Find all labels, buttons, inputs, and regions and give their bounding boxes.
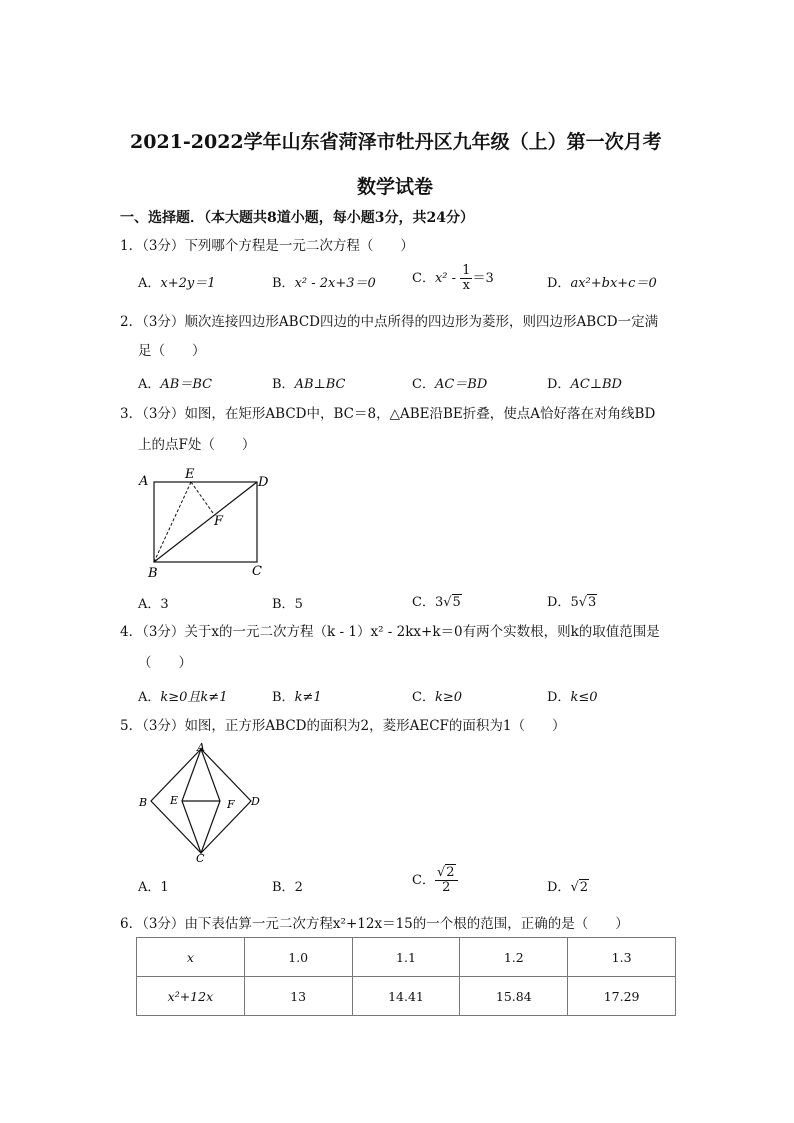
table-cell: 1.2 [460, 938, 568, 977]
fraction: $\frac{√2}{2}$ [435, 866, 458, 895]
question-4-stem-cont: （ ） [138, 655, 192, 671]
table-row [137, 977, 676, 1016]
radical: √2 [436, 865, 455, 880]
question-2-option-a[interactable]: A．AB＝BC [138, 377, 213, 392]
question-5-figure [132, 740, 272, 865]
table-row [137, 938, 676, 977]
label-f: F [227, 798, 235, 811]
table-cell: 1.0 [244, 938, 352, 977]
question-3-figure [130, 462, 280, 582]
table-cell: 14.41 [352, 977, 460, 1016]
radical: √2 [570, 880, 589, 895]
table-cell: 1.1 [352, 938, 460, 977]
question-5-option-d[interactable]: D．√2 [547, 880, 589, 895]
fold-line-be [154, 482, 191, 562]
label-d: D [251, 795, 260, 808]
label-a: A [197, 741, 205, 754]
radical: √5 [443, 595, 461, 610]
question-4-option-b[interactable]: B．k≠1 [272, 690, 322, 705]
question-3-stem-cont: 上的点F处（ ） [138, 437, 256, 453]
table-cell: 13 [244, 977, 352, 1016]
question-2-stem-cont: 足（ ） [138, 343, 206, 359]
segment-ef [191, 482, 213, 513]
value-table [136, 937, 676, 1016]
table-cell: x²+12x [137, 977, 245, 1016]
question-3-option-d[interactable]: D．5√3 [547, 595, 597, 610]
label-e: E [185, 467, 195, 482]
radical: √3 [578, 595, 597, 610]
question-2-option-b[interactable]: B．AB⊥BC [272, 377, 346, 392]
table-cell: x [137, 938, 245, 977]
label-e: E [170, 794, 179, 807]
question-3-stem: 3．（3分）如图，在矩形ABCD中，BC＝8，△ABE沿BE折叠，使点A恰好落在对角线BD [120, 406, 656, 422]
label-c: C [196, 852, 205, 865]
question-4-stem: 4．（3分）关于x的一元二次方程（k - 1）x² - 2kx+k＝0有两个实数根，则k的取值范围是 [120, 624, 660, 640]
question-5-option-a[interactable]: A．1 [138, 880, 169, 895]
question-2-option-c[interactable]: C．AC＝BD [412, 377, 488, 392]
question-6-stem: 6．（3分）由下表估算一元二次方程x²+12x＝15的一个根的范围，正确的是（ ） [120, 916, 629, 932]
diagonal-bd [154, 482, 257, 562]
label-d: D [258, 475, 269, 490]
label-c: C [252, 564, 262, 579]
table-cell: 1.3 [568, 938, 676, 977]
page-subtitle: 数学试卷 [357, 176, 434, 198]
label-f: F [214, 514, 224, 529]
label-a: A [139, 474, 149, 489]
label-b: B [148, 566, 158, 581]
fraction: $\frac{1}{x}$ [462, 263, 471, 293]
question-1-stem: 1．（3分）下列哪个方程是一元二次方程（ ） [120, 238, 414, 254]
question-2-stem: 2．（3分）顺次连接四边形ABCD四边的中点所得的四边形为菱形，则四边形ABCD一定满 [120, 314, 659, 330]
table-cell: 17.29 [568, 977, 676, 1016]
question-4-option-d[interactable]: D．k≤0 [547, 690, 598, 705]
question-4-option-c[interactable]: C．k≥0 [412, 690, 462, 705]
question-3-option-b[interactable]: B．5 [272, 597, 303, 612]
question-3-option-a[interactable]: A．3 [138, 597, 169, 612]
question-5-option-c[interactable]: C． $\frac{√2}{2}$ [412, 866, 458, 895]
question-5-option-b[interactable]: B．2 [272, 880, 303, 895]
page-title: 2021-2022学年山东省菏泽市牡丹区九年级（上）第一次月考 [130, 131, 662, 153]
label-b: B [139, 796, 148, 809]
question-1-option-b[interactable]: B．x² - 2x+3＝0 [272, 276, 376, 291]
question-3-option-c[interactable]: C．3√5 [412, 595, 461, 610]
question-1-option-c[interactable]: C．x² - $\frac{1}{x}$ ＝3 [412, 263, 494, 293]
question-1-option-d[interactable]: D．ax²+bx+c＝0 [547, 276, 657, 291]
section-heading: 一、选择题．（本大题共8道小题，每小题3分，共24分） [120, 210, 474, 226]
question-1-option-a[interactable]: A．x+2y＝1 [138, 276, 216, 291]
table-cell: 15.84 [460, 977, 568, 1016]
question-5-stem: 5．（3分）如图，正方形ABCD的面积为2，菱形AECF的面积为1（ ） [120, 718, 566, 734]
question-2-option-d[interactable]: D．AC⊥BD [547, 377, 622, 392]
question-4-option-a[interactable]: A．k≥0且k≠1 [138, 690, 228, 705]
